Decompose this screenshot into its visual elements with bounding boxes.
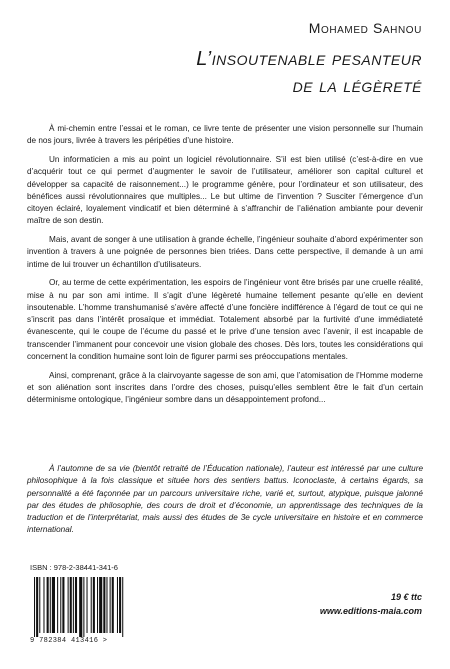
- barcode-bar: [93, 577, 95, 633]
- book-title-line-1: L’insoutenable pesanteur: [196, 48, 422, 70]
- isbn-label: ISBN : 978-2-38441-341-6: [30, 563, 118, 572]
- barcode-bar: [119, 577, 121, 633]
- barcode-bar: [97, 577, 98, 633]
- barcode-bar: [50, 577, 51, 633]
- barcode-bar: [68, 577, 69, 633]
- barcode-bar: [110, 577, 111, 633]
- blurb-paragraph: Ainsi, comprenant, grâce à la clairvoyante sagesse de son ami, que l’atomisation de l’Homme moderne et son aliénation sont inscrites dans l’ordre des choses, puisqu’elles semblent être le fait d’un certain déterminisme ontologique, l’ingénieur sombre dans un désappointement profond...: [27, 370, 423, 404]
- price-label: 19 € ttc: [390, 592, 422, 602]
- author-name: Mohamed Sahnou: [308, 20, 422, 36]
- book-title: [196, 46, 422, 100]
- barcode-bar: [60, 577, 61, 633]
- barcode-bar: [43, 577, 44, 633]
- barcode-bar: [87, 577, 88, 633]
- barcode-bar: [75, 577, 77, 633]
- blurb-paragraph: À mi-chemin entre l’essai et le roman, ce livre tente de présenter une vision personnelle sur l’humain de nos jours, livrée à travers les péripéties d’une histoire.: [27, 124, 423, 146]
- barcode-bar: [103, 577, 105, 633]
- blurb-paragraph: Un informaticien a mis au point un logiciel révolutionnaire. S’il est bien utilisé (c’est-à-dire en vue d’acquérir tout ce qui permet d’augmenter le savoir de l’utilisateur, améliorer son capital culturel et développer sa capacité de raisonnement...) le programme génère, pour l’ordinateur et son utilisateur, des bénéfices aussi révolutionnaires que multiples... Le but ultime de l’invention ? Susciter l’émergence d’un citoyen éclairé, loyalement vindicatif et bien déterminé à s’affranchir de l’aliénation ambiante pour devenir maître de son destin.: [27, 155, 423, 226]
- barcode-bars: [30, 575, 156, 637]
- barcode-bar: [83, 577, 84, 637]
- blurb-paragraph: Or, au terme de cette expérimentation, les espoirs de l’ingénieur vont être brisés par une cruelle réalité, mise à nu par son ami intime. Il s’agit d’une légèreté humaine tellement pesante qu’elle en devient insoutenable. L’homme transhumanisé s’avère affecté d’une foncière indifférence à l’égard de tout ce qui ne s’inscrit pas dans l’intérêt prosaïque et immédiat. Totalement absorbé par la furtivité d’une immédiateté évanescente, qui le coupe de l’écume du passé et le prive d’une tension avec l’avenir, il est incapable de transcender l’immanent pour concevoir une vision globale des choses. Dès lors, toutes les considérations qui concernent la condition humaine sont loin de figurer parmi ses préoccupations mentales.: [27, 278, 423, 361]
- barcode-bar: [36, 577, 38, 637]
- blurb-paragraph: Mais, avant de songer à une utilisation à grande échelle, l’ingénieur souhaite d’abord expérimenter son invention à travers à une poignée de personnes bien triées. Dans cette perspective, il demande à un ami intime de lui trouver un échantillon d’utilisateurs.: [27, 235, 423, 269]
- barcode-bar: [34, 577, 35, 637]
- blurb: [27, 123, 423, 413]
- barcode-bar: [70, 577, 72, 633]
- barcode-bar: [122, 577, 123, 637]
- barcode-bar: [57, 577, 58, 633]
- barcode-bar: [52, 577, 55, 633]
- barcode-bar: [117, 577, 118, 633]
- barcode-bar: [106, 577, 107, 633]
- barcode-bar: [47, 577, 49, 633]
- barcode-bar: [91, 577, 92, 633]
- author-bio: [27, 463, 423, 537]
- barcode-bar: [62, 577, 64, 633]
- publisher-website: www.editions-maia.com: [319, 606, 422, 616]
- barcode-image: [30, 575, 156, 637]
- barcode-bar: [99, 577, 102, 633]
- barcode-digits: 9 782384 413416 >: [30, 637, 108, 645]
- barcode-bar: [39, 577, 40, 633]
- book-title-line-2: de la légèreté: [292, 75, 422, 97]
- barcode-bar: [112, 577, 114, 633]
- barcode-bar: [73, 577, 74, 633]
- author-bio-text: À l’automne de sa vie (bientôt retraité de l’Éducation nationale), l’auteur est intéressé par une culture philosophique à la fois classique et située hors des sentiers battus. Iconoclaste, à certains égards, sa personnalité a été façonnée par un parcours universitaire riche, varié et, surtout, atypique, puisque jalonné par des études de philosophie, des cours de droit et d’économie, un apprentissage des techniques de la traduction et de l’interprétariat, mais aussi des études de 3e cycle universitaire en histoire et en commerce international.: [27, 464, 423, 535]
- barcode-bar: [79, 577, 82, 637]
